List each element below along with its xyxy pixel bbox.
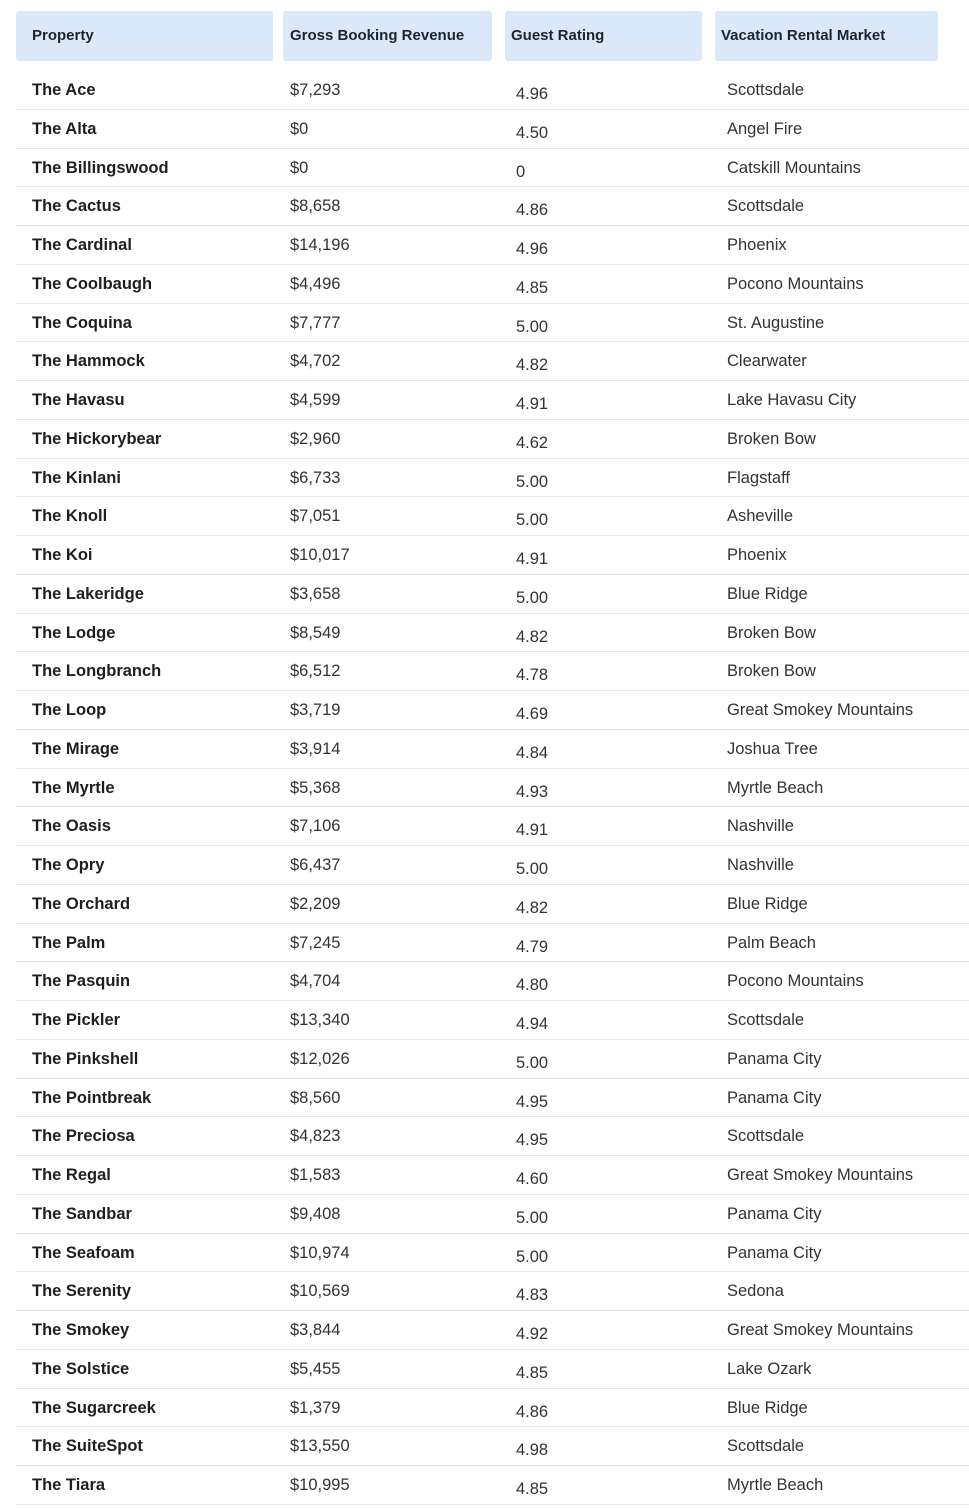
table-row: [16, 71, 969, 110]
rating-cell: 5.00: [516, 1247, 549, 1266]
rating-cell: 4.69: [516, 705, 549, 723]
rating-cell: 4.60: [516, 1170, 549, 1188]
market-cell: Blue Ridge: [727, 584, 808, 603]
market-cell: Pocono Mountains: [727, 274, 864, 293]
property-cell: The Preciosa: [32, 1127, 135, 1146]
revenue-cell: $8,658: [290, 197, 341, 216]
table-row: [16, 1427, 969, 1466]
revenue-cell: $3,844: [290, 1321, 341, 1339]
rating-cell: 5.00: [516, 860, 549, 878]
market-cell: Panama City: [727, 1049, 822, 1068]
market-cell: Myrtle Beach: [727, 778, 824, 797]
table-row: [16, 1234, 969, 1273]
rating-cell: 4.85: [516, 1363, 549, 1382]
property-cell: The Pickler: [32, 1011, 121, 1029]
market-cell: Panama City: [727, 1243, 822, 1262]
revenue-cell: $0: [290, 119, 309, 138]
table-row: [16, 110, 969, 149]
property-cell: The Pinkshell: [32, 1049, 139, 1068]
rating-cell: 4.78: [516, 666, 549, 685]
table-row: [16, 536, 969, 575]
table-row: [16, 691, 969, 730]
rating-cell: 4.86: [516, 1402, 549, 1421]
property-cell: The Smokey: [32, 1321, 130, 1339]
market-cell: Angel Fire: [727, 119, 803, 138]
property-cell: The Hickorybear: [32, 429, 162, 448]
market-cell: Joshua Tree: [727, 739, 818, 758]
property-cell: The Billingswood: [32, 158, 169, 177]
property-cell: The Loop: [32, 701, 107, 719]
property-cell: The Serenity: [32, 1282, 132, 1301]
property-cell: The Mirage: [32, 739, 120, 758]
revenue-cell: $4,702: [290, 352, 341, 371]
property-cell: The Sandbar: [32, 1204, 132, 1223]
table-row: [16, 730, 969, 769]
property-cell: The Alta: [32, 119, 97, 138]
market-cell: Scottsdale: [727, 1011, 805, 1029]
property-cell: The Ace: [32, 81, 96, 99]
revenue-cell: $5,368: [290, 778, 341, 797]
market-cell: Nashville: [727, 817, 794, 836]
table-row: [16, 187, 969, 226]
property-cell: The Pasquin: [32, 972, 131, 991]
table-row: [16, 459, 969, 498]
table-row: [16, 1389, 969, 1428]
property-cell: The Opry: [32, 856, 105, 874]
market-cell: Pocono Mountains: [727, 972, 864, 991]
property-cell: The Hammock: [32, 352, 145, 371]
table-row: [16, 1272, 969, 1311]
revenue-cell: $4,704: [290, 972, 341, 991]
revenue-cell: $3,658: [290, 584, 341, 603]
revenue-cell: $2,209: [290, 894, 341, 913]
rating-cell: 4.85: [516, 278, 549, 297]
property-cell: The Longbranch: [32, 662, 162, 681]
table-row: [16, 1079, 969, 1118]
table-row: [16, 1311, 969, 1350]
market-cell: Flagstaff: [727, 468, 790, 487]
revenue-cell: $6,437: [290, 856, 341, 874]
property-cell: The Orchard: [32, 894, 131, 913]
table-row: [16, 149, 969, 188]
property-cell: The Kinlani: [32, 468, 121, 487]
revenue-cell: $13,340: [290, 1011, 350, 1029]
revenue-cell: $0: [290, 158, 309, 177]
rating-cell: 5.00: [516, 511, 549, 530]
table-row: [16, 1466, 969, 1505]
rating-cell: 4.50: [516, 123, 549, 142]
revenue-cell: $12,026: [290, 1049, 350, 1068]
property-cell: The Coquina: [32, 313, 132, 332]
market-cell: Phoenix: [727, 236, 787, 254]
market-cell: St. Augustine: [727, 313, 825, 332]
rating-cell: 5.00: [516, 317, 549, 336]
column-header-property[interactable]: Property: [16, 11, 273, 61]
rating-cell: 4.62: [516, 433, 549, 452]
market-cell: Broken Bow: [727, 429, 816, 448]
table-row: [16, 807, 969, 846]
revenue-cell: $2,960: [290, 429, 341, 448]
market-cell: Broken Bow: [727, 623, 816, 642]
market-cell: Catskill Mountains: [727, 158, 861, 177]
table-row: [16, 846, 969, 885]
table-row: [16, 1195, 969, 1234]
rating-cell: 4.91: [516, 395, 549, 413]
table-row: [16, 420, 969, 459]
rating-cell: 5.00: [516, 1208, 549, 1227]
table-row: [16, 769, 969, 808]
rating-cell: 4.84: [516, 743, 549, 762]
table-body: [16, 71, 969, 1505]
table-row: [16, 652, 969, 691]
revenue-cell: $14,196: [290, 236, 350, 254]
table-row: [16, 1350, 969, 1389]
rating-cell: 4.91: [516, 821, 549, 840]
market-cell: Sedona: [727, 1282, 784, 1301]
rating-cell: 4.98: [516, 1441, 549, 1460]
market-cell: Clearwater: [727, 352, 807, 371]
revenue-cell: $13,550: [290, 1437, 350, 1456]
revenue-cell: $1,583: [290, 1166, 341, 1184]
market-cell: Scottsdale: [727, 1437, 805, 1456]
revenue-cell: $3,719: [290, 701, 341, 719]
revenue-cell: $10,017: [290, 546, 350, 564]
market-cell: Great Smokey Mountains: [727, 701, 914, 719]
property-cell: The Seafoam: [32, 1243, 135, 1262]
revenue-cell: $1,379: [290, 1398, 341, 1417]
revenue-cell: $7,245: [290, 933, 341, 952]
market-cell: Scottsdale: [727, 1127, 805, 1146]
rating-cell: 4.83: [516, 1286, 549, 1305]
market-cell: Lake Ozark: [727, 1359, 812, 1378]
rating-cell: 4.96: [516, 240, 549, 258]
rating-cell: 4.85: [516, 1480, 549, 1498]
property-cell: The Lodge: [32, 623, 116, 642]
revenue-cell: $4,496: [290, 274, 341, 293]
rating-cell: 5.00: [516, 588, 549, 607]
rating-cell: 4.82: [516, 898, 549, 917]
property-cell: The Lakeridge: [32, 584, 144, 603]
market-cell: Great Smokey Mountains: [727, 1321, 914, 1339]
table-row: [16, 1117, 969, 1156]
property-cell: The Coolbaugh: [32, 274, 153, 293]
column-header-vacation-rental-market[interactable]: Vacation Rental Market: [715, 11, 938, 61]
revenue-cell: $10,974: [290, 1243, 350, 1262]
rating-cell: 4.80: [516, 976, 549, 995]
property-cell: The Oasis: [32, 817, 111, 836]
table-row: [16, 575, 969, 614]
revenue-cell: $10,995: [290, 1476, 350, 1494]
revenue-cell: $5,455: [290, 1359, 341, 1378]
table-row: [16, 342, 969, 381]
rating-cell: 4.95: [516, 1131, 549, 1150]
market-cell: Asheville: [727, 507, 794, 526]
column-header-gross-booking-revenue[interactable]: Gross Booking Revenue: [283, 11, 492, 61]
market-cell: Blue Ridge: [727, 1398, 808, 1417]
revenue-cell: $7,293: [290, 81, 341, 99]
market-cell: Blue Ridge: [727, 894, 808, 913]
table-row: [16, 885, 969, 924]
table-row: [16, 265, 969, 304]
property-cell: The Regal: [32, 1166, 111, 1184]
property-cell: The Pointbreak: [32, 1088, 152, 1107]
rating-cell: 5.00: [516, 472, 549, 491]
rating-cell: 0: [516, 162, 526, 181]
revenue-cell: $7,106: [290, 817, 341, 836]
revenue-cell: $4,599: [290, 391, 341, 409]
market-cell: Broken Bow: [727, 662, 816, 681]
revenue-cell: $8,549: [290, 623, 341, 642]
rating-cell: 4.92: [516, 1325, 549, 1343]
rating-cell: 4.95: [516, 1092, 549, 1111]
market-cell: Scottsdale: [727, 197, 805, 216]
rating-cell: 4.79: [516, 937, 549, 956]
revenue-cell: $7,777: [290, 313, 341, 332]
property-cell: The Sugarcreek: [32, 1398, 156, 1417]
revenue-cell: $4,823: [290, 1127, 341, 1146]
property-cell: The Tiara: [32, 1476, 106, 1494]
rating-cell: 4.82: [516, 356, 549, 375]
property-cell: The Cactus: [32, 197, 121, 216]
rating-cell: 4.96: [516, 85, 549, 103]
property-cell: The SuiteSpot: [32, 1437, 143, 1456]
table-row: [16, 1156, 969, 1195]
market-cell: Great Smokey Mountains: [727, 1166, 914, 1184]
table-row: [16, 304, 969, 343]
rating-cell: 4.91: [516, 550, 549, 568]
revenue-cell: $7,051: [290, 507, 341, 526]
table-row: [16, 497, 969, 536]
revenue-cell: $6,733: [290, 468, 341, 487]
market-cell: Panama City: [727, 1088, 822, 1107]
table-row: [16, 614, 969, 653]
table-row: [16, 962, 969, 1001]
property-cell: The Cardinal: [32, 236, 132, 254]
rating-cell: 4.82: [516, 627, 549, 646]
market-cell: Nashville: [727, 856, 794, 874]
market-cell: Myrtle Beach: [727, 1476, 824, 1494]
property-cell: The Koi: [32, 546, 93, 564]
revenue-cell: $8,560: [290, 1088, 341, 1107]
property-cell: The Havasu: [32, 391, 125, 409]
market-cell: Scottsdale: [727, 81, 805, 99]
rating-cell: 4.93: [516, 782, 549, 801]
property-cell: The Myrtle: [32, 778, 115, 797]
table-row: [16, 1040, 969, 1079]
rating-cell: 4.94: [516, 1015, 549, 1033]
market-cell: Panama City: [727, 1204, 822, 1223]
rating-cell: 4.86: [516, 201, 549, 220]
table-row: [16, 924, 969, 963]
market-cell: Lake Havasu City: [727, 391, 857, 409]
table-row: [16, 226, 969, 265]
column-header-guest-rating[interactable]: Guest Rating: [505, 11, 702, 61]
revenue-cell: $3,914: [290, 739, 341, 758]
table-row: [16, 381, 969, 420]
property-cell: The Knoll: [32, 507, 108, 526]
table-row: [16, 1001, 969, 1040]
rating-cell: 5.00: [516, 1053, 549, 1072]
revenue-cell: $6,512: [290, 662, 341, 681]
revenue-cell: $9,408: [290, 1204, 341, 1223]
revenue-cell: $10,569: [290, 1282, 350, 1301]
table-header-row: [0, 11, 969, 61]
property-cell: The Palm: [32, 933, 106, 952]
property-cell: The Solstice: [32, 1359, 130, 1378]
market-cell: Palm Beach: [727, 933, 816, 952]
market-cell: Phoenix: [727, 546, 787, 564]
